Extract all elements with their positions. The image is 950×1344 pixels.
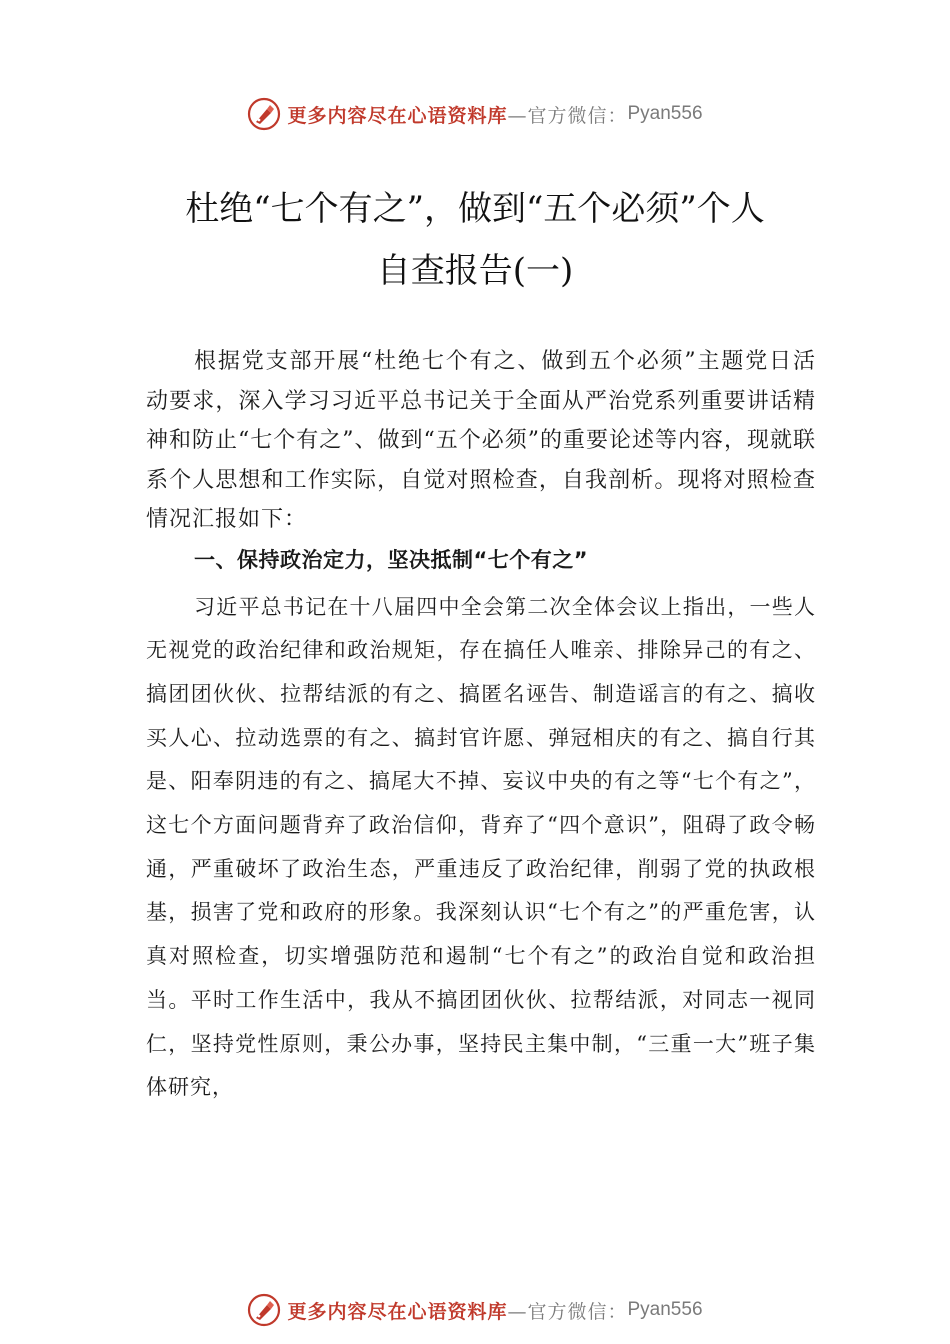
banner-main-text: 更多内容尽在心语资料库 [287, 104, 508, 127]
banner-account-id: Pyan556 [627, 103, 703, 124]
document-body [146, 342, 816, 1110]
section-1-paragraph: 习近平总书记在十八届四中全会第二次全体会议上指出，一些人无视党的政治纪律和政治规矩，存在搞任人唯亲、排除异己的有之、搞团团伙伙、拉帮结派的有之、搞匿名诬告、制造谣言的有之、搞收买人心、拉动选票的有之、搞封官许愿、弹冠相庆的有之、搞自行其是、阳奉阴违的有之、搞尾大不掉、妄议中央的有之等“七个有之”，这七个方面问题背弃了政治信仰，背弃了“四个意识”，阻碍了政令畅通，严重破坏了政治生态，严重违反了政治纪律，削弱了党的执政根基，损害了党和政府的形象。我深刻认识“七个有之”的严重危害，认真对照检查，切实增强防范和遏制“七个有之”的政治自觉和政治担当。平时工作生活中，我从不搞团团伙伙、拉帮结派，对同志一视同仁，坚持党性原则，秉公办事，坚持民主集中制，“三重一大”班子集体研究， [146, 594, 816, 1100]
title-line-1: 杜绝“七个有之”，做到“五个必须”个人 [185, 189, 765, 229]
pen-nib-logo-icon [247, 1293, 281, 1327]
intro-paragraph: 根据党支部开展“杜绝七个有之、做到五个必须”主题党日活动要求，深入学习习近平总书记关于全面从严治党系列重要讲话精神和防止“七个有之”、做到“五个必须”的重要论述等内容，现就联系个人思想和工作实际，自觉对照检查，自我剖析。现将对照检查情况汇报如下： [146, 349, 816, 532]
pen-nib-logo-icon [247, 97, 281, 131]
section-1-heading: 一、保持政治定力，坚决抵制“七个有之” [194, 547, 589, 572]
banner-separator: —官方微信： [507, 104, 628, 127]
banner-main-text: 更多内容尽在心语资料库 [287, 1300, 508, 1323]
footer-watermark-banner [0, 1290, 950, 1330]
title-line-2: 自查报告(一) [376, 251, 574, 291]
document-title [100, 178, 850, 302]
banner-separator: —官方微信： [507, 1300, 628, 1323]
header-watermark-banner [0, 94, 950, 134]
banner-account-id: Pyan556 [627, 1299, 703, 1320]
